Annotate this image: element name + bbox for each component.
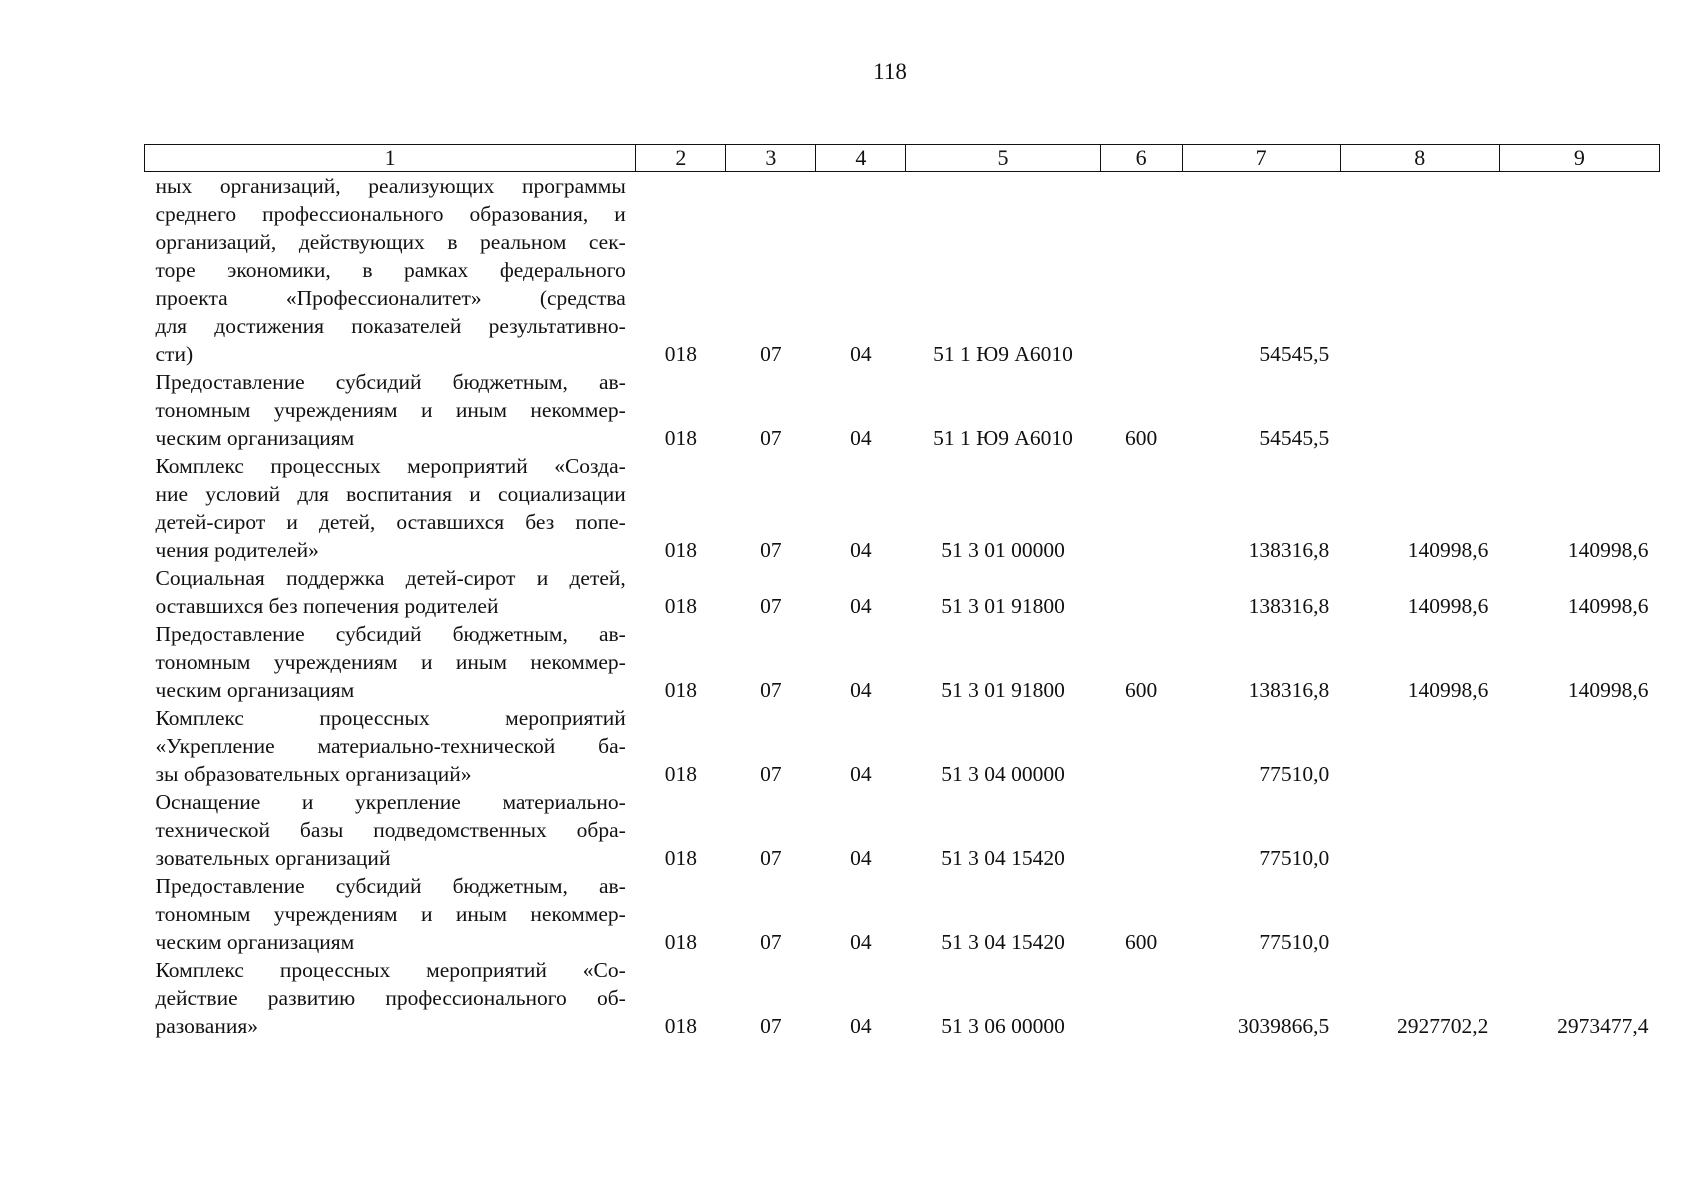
description-line: организаций, действующих в реальном сек-	[155, 230, 626, 254]
description-line: действие развитию профессионального об-	[155, 986, 626, 1010]
description-line: Комплекс процессных мероприятий «Созда-	[155, 454, 626, 478]
description-line: ных организаций, реализующих программы	[155, 174, 626, 198]
cell-amount-year-3: 2973477,4	[1557, 1014, 1649, 1038]
cell-section: 07	[760, 538, 782, 562]
cell-expense-type	[1100, 564, 1182, 620]
cell-budget-code: 018	[664, 678, 697, 702]
cell-amount-year-2: 140998,6	[1407, 594, 1489, 618]
description-line: Социальная поддержка детей-сирот и детей,	[155, 566, 626, 590]
cell-amount-year-1: 77510,0	[1259, 762, 1330, 786]
table-row	[145, 620, 1660, 704]
cell-subsection: 04	[850, 762, 872, 786]
cell-amount-year-2	[1340, 172, 1499, 369]
cell-amount-year-1: 77510,0	[1259, 930, 1330, 954]
table-row	[145, 704, 1660, 788]
cell-expense-type: 600	[1124, 930, 1158, 954]
description-line: сти)	[155, 342, 194, 366]
cell-subsection: 04	[850, 930, 872, 954]
cell-section: 07	[760, 678, 782, 702]
description-line: разования»	[155, 1014, 258, 1038]
cell-subsection: 04	[850, 1014, 872, 1038]
description-line: зовательных организаций	[155, 846, 391, 870]
cell-amount-year-2	[1340, 368, 1499, 452]
cell-amount-year-1: 3039866,5	[1237, 1014, 1330, 1038]
row-description	[145, 368, 636, 452]
cell-budget-code: 018	[664, 930, 697, 954]
cell-amount-year-3	[1499, 788, 1659, 872]
description-line: «Укрепление материально-технической ба-	[155, 734, 626, 758]
table-row	[145, 788, 1660, 872]
table-row	[145, 564, 1660, 620]
row-description	[145, 788, 636, 872]
cell-subsection: 04	[850, 538, 872, 562]
cell-budget-code: 018	[664, 762, 697, 786]
row-description	[145, 452, 636, 564]
cell-amount-year-1: 54545,5	[1259, 426, 1330, 450]
description-line: проекта «Профессионалитет» (средства	[155, 286, 626, 310]
description-line: технической базы подведомственных обра-	[155, 818, 626, 842]
description-line: детей-сирот и детей, оставшихся без попе-	[155, 510, 626, 534]
column-header-5: 5	[906, 145, 1100, 172]
cell-expense-type	[1100, 788, 1182, 872]
cell-budget-code: 018	[664, 594, 697, 618]
description-line: торе экономики, в рамках федерального	[155, 258, 626, 282]
description-line: тономным учреждениям и иным некоммер-	[155, 650, 626, 674]
cell-section: 07	[760, 426, 782, 450]
cell-target-article: 51 3 04 15420	[941, 930, 1065, 954]
table-row	[145, 172, 1660, 369]
column-header-1: 1	[145, 145, 636, 172]
row-description	[145, 620, 636, 704]
table-body	[145, 172, 1660, 1041]
cell-amount-year-2	[1340, 872, 1499, 956]
description-line: тономным учреждениям и иным некоммер-	[155, 398, 626, 422]
description-line: ческим организациям	[155, 930, 355, 954]
cell-target-article: 51 3 04 15420	[941, 846, 1065, 870]
cell-subsection: 04	[850, 846, 872, 870]
cell-amount-year-3	[1499, 172, 1659, 369]
cell-target-article: 51 3 01 00000	[941, 538, 1065, 562]
row-description	[145, 872, 636, 956]
description-line: тономным учреждениям и иным некоммер-	[155, 902, 626, 926]
column-header-9: 9	[1499, 145, 1659, 172]
page-number: 118	[873, 59, 907, 84]
cell-budget-code: 018	[664, 426, 697, 450]
cell-budget-code: 018	[664, 846, 697, 870]
table-header	[145, 145, 1660, 172]
cell-expense-type	[1100, 956, 1182, 1040]
cell-section: 07	[760, 594, 782, 618]
cell-target-article: 51 1 Ю9 А6010	[933, 342, 1073, 366]
description-line: чения родителей»	[155, 538, 319, 562]
cell-amount-year-3: 140998,6	[1567, 594, 1649, 618]
row-description	[145, 172, 636, 369]
cell-amount-year-2	[1340, 788, 1499, 872]
table-row	[145, 452, 1660, 564]
column-header-7: 7	[1182, 145, 1340, 172]
cell-section: 07	[760, 846, 782, 870]
description-line: Предоставление субсидий бюджетным, ав-	[155, 874, 626, 898]
column-header-4: 4	[816, 145, 906, 172]
cell-budget-code: 018	[664, 538, 697, 562]
cell-target-article: 51 3 04 00000	[941, 762, 1065, 786]
cell-expense-type: 600	[1124, 678, 1158, 702]
description-line: ческим организациям	[155, 678, 355, 702]
description-line: ние условий для воспитания и социализации	[155, 482, 626, 506]
table-row	[145, 368, 1660, 452]
cell-target-article: 51 1 Ю9 А6010	[933, 426, 1073, 450]
cell-amount-year-2: 140998,6	[1407, 678, 1489, 702]
cell-amount-year-1: 138316,8	[1248, 594, 1330, 618]
description-line: Комплекс процессных мероприятий	[155, 706, 626, 730]
cell-amount-year-3: 140998,6	[1567, 678, 1649, 702]
cell-section: 07	[760, 342, 782, 366]
cell-expense-type: 600	[1124, 426, 1158, 450]
cell-amount-year-1: 138316,8	[1248, 538, 1330, 562]
table-row	[145, 956, 1660, 1040]
description-line: для достижения показателей результативно-	[155, 314, 626, 338]
description-line: Предоставление субсидий бюджетным, ав-	[155, 622, 626, 646]
cell-amount-year-1: 54545,5	[1259, 342, 1330, 366]
description-line: зы образовательных организаций»	[155, 762, 472, 786]
cell-budget-code: 018	[664, 1014, 697, 1038]
description-line: оставшихся без попечения родителей	[155, 594, 499, 618]
cell-amount-year-3	[1499, 704, 1659, 788]
cell-amount-year-3	[1499, 368, 1659, 452]
cell-expense-type	[1100, 452, 1182, 564]
cell-subsection: 04	[850, 426, 872, 450]
row-description	[145, 564, 636, 620]
cell-expense-type	[1100, 704, 1182, 788]
table-row	[145, 872, 1660, 956]
cell-amount-year-2: 2927702,2	[1396, 1014, 1489, 1038]
description-line: среднего профессионального образования, и	[155, 202, 626, 226]
cell-target-article: 51 3 06 00000	[941, 1014, 1065, 1038]
cell-subsection: 04	[850, 678, 872, 702]
description-line: Комплекс процессных мероприятий «Со-	[155, 958, 626, 982]
column-header-2: 2	[636, 145, 726, 172]
description-line: ческим организациям	[155, 426, 355, 450]
cell-subsection: 04	[850, 594, 872, 618]
cell-amount-year-3	[1499, 872, 1659, 956]
cell-section: 07	[760, 930, 782, 954]
cell-section: 07	[760, 762, 782, 786]
description-line: Предоставление субсидий бюджетным, ав-	[155, 370, 626, 394]
cell-amount-year-2: 140998,6	[1407, 538, 1489, 562]
row-description	[145, 956, 636, 1040]
cell-budget-code: 018	[664, 342, 697, 366]
cell-target-article: 51 3 01 91800	[941, 678, 1065, 702]
budget-table	[144, 144, 1660, 1040]
row-description	[145, 704, 636, 788]
column-header-6: 6	[1100, 145, 1182, 172]
cell-section: 07	[760, 1014, 782, 1038]
cell-amount-year-1: 138316,8	[1248, 678, 1330, 702]
cell-amount-year-2	[1340, 704, 1499, 788]
cell-target-article: 51 3 01 91800	[941, 594, 1065, 618]
cell-amount-year-3: 140998,6	[1567, 538, 1649, 562]
header-row	[145, 145, 1660, 172]
cell-expense-type	[1100, 172, 1182, 369]
cell-subsection: 04	[850, 342, 872, 366]
column-header-8: 8	[1340, 145, 1499, 172]
column-header-3: 3	[726, 145, 816, 172]
description-line: Оснащение и укрепление материально-	[155, 790, 626, 814]
cell-amount-year-1: 77510,0	[1259, 846, 1330, 870]
